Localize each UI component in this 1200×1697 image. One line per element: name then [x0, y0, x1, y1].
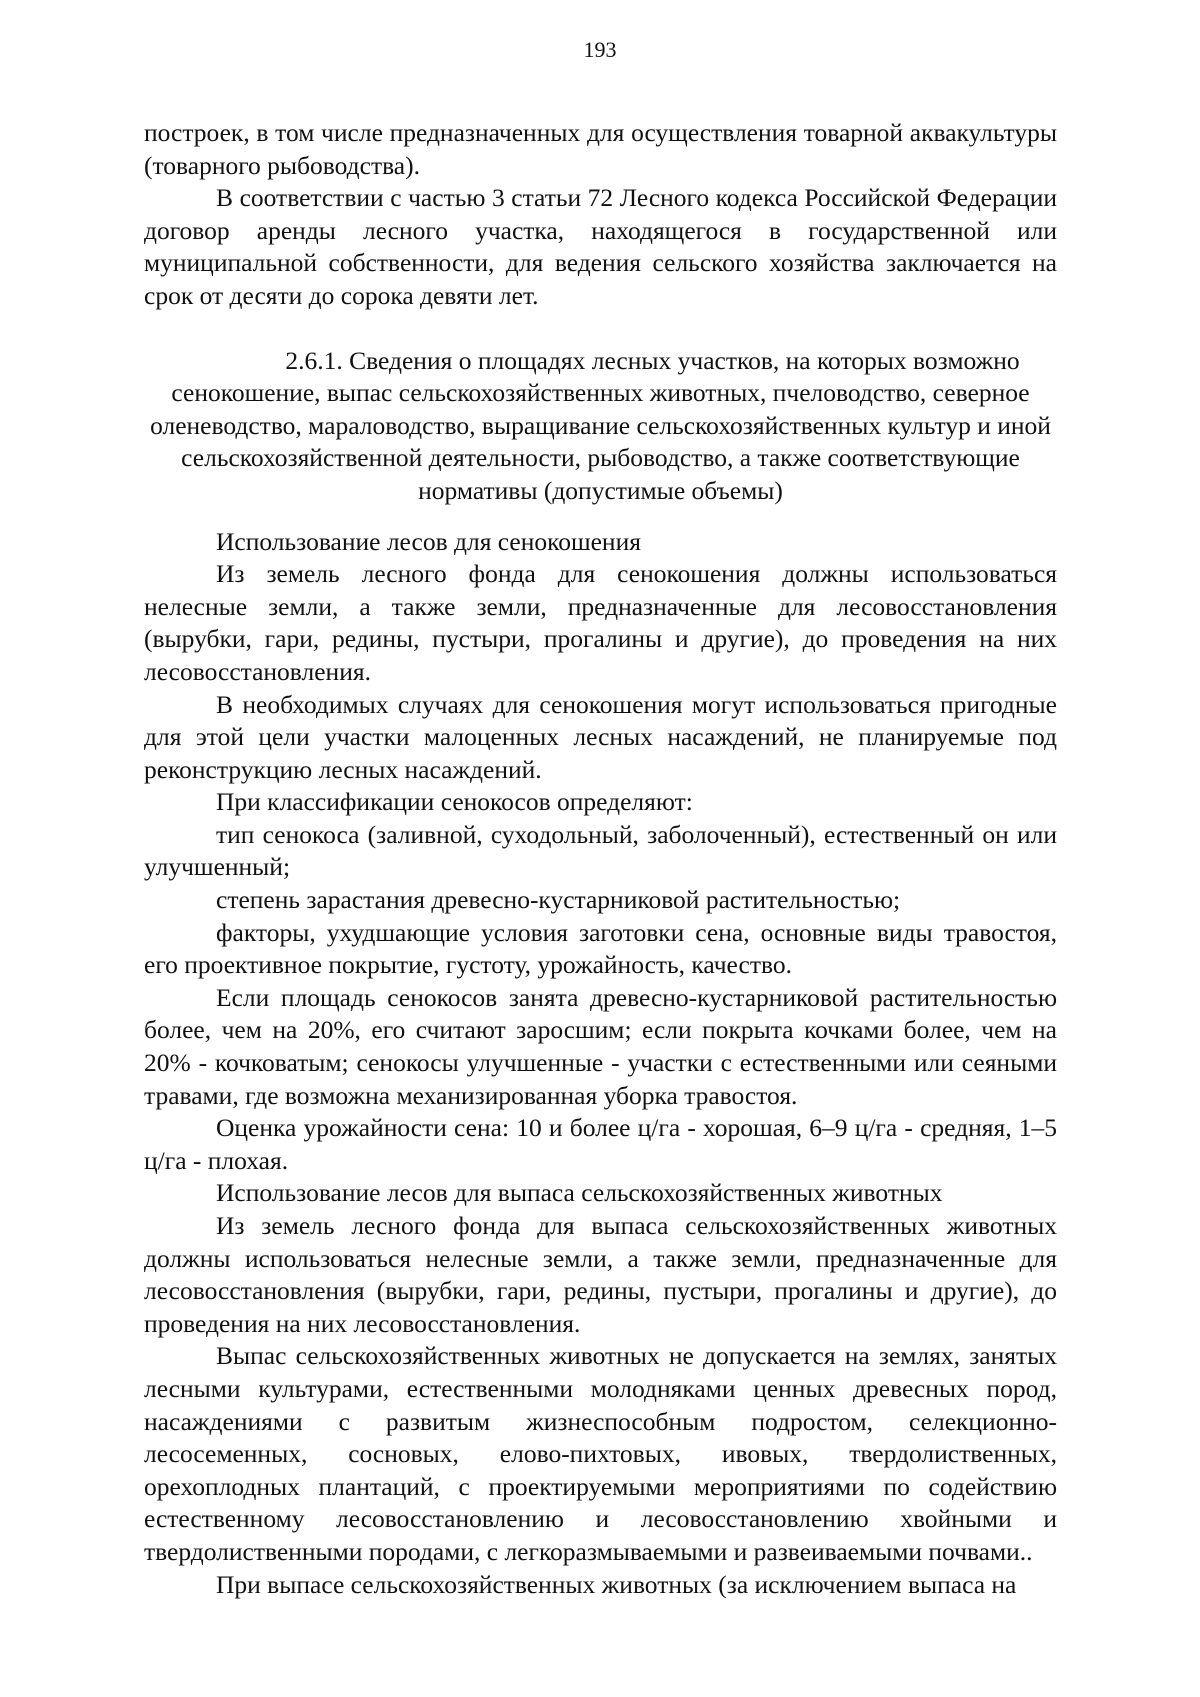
- paragraph: В необходимых случаях для сенокошения могут использоваться пригодные для этой цели участки малоценных лесных насаждений, не планируемые под реконструкцию лесных насаждений.: [144, 689, 1057, 784]
- paragraph: При выпасе сельскохозяйственных животных (за исключением выпаса на: [216, 1569, 1017, 1599]
- page-number: 193: [583, 37, 617, 62]
- paragraph-continuation: построек, в том числе предназначенных для осуществления товарной аквакультуры (товарного рыбоводства).: [144, 118, 1057, 180]
- subheading-grazing: Использование лесов для выпаса сельскохозяйственных животных: [216, 1178, 943, 1208]
- list-item: факторы, ухудшающие условия заготовки сена, основные виды травостоя, его проективное покрытие, густоту, урожайность, качество.: [144, 917, 1057, 980]
- section-heading: 2.6.1. Сведения о площадях лесных участков, на которых возможно сенокошение, выпас сельскохозяйственных животных, пчеловодство, северное оленеводство, мараловодство, выращивание сельскохозяйственных культур и иной сельскохозяйственной деятельности, рыбоводство, а также соответствующие нормативы (допустимые объемы): [150, 345, 1051, 505]
- paragraph: Оценка урожайности сена: 10 и более ц/га - хорошая, 6–9 ц/га - средняя, 1–5 ц/га - плохая.: [144, 1113, 1057, 1175]
- paragraph: Выпас сельскохозяйственных животных не допускается на землях, занятых лесными культурами, естественными молодняками ценных древесных пород, насаждениями с развитым жизнеспособным подростом, селекционно-лесосеменных, сосновых, елово-пихтовых, ивовых, твердолиственных, орехоплодных плантаций, с проектируемыми мероприятиями по содействию естественному лесовосстановлению и лесовосстановлению хвойными и твердолиственными породами, с легкоразмываемыми и развеиваемыми почвами..: [144, 1341, 1057, 1566]
- paragraph: При классификации сенокосов определяют:: [216, 787, 693, 817]
- list-item: тип сенокоса (заливной, суходольный, заболоченный), естественный он или улучшенный;: [144, 819, 1057, 882]
- spacer: [144, 313, 1057, 345]
- list-item: степень зарастания древесно-кустарниковой растительностью;: [216, 885, 901, 915]
- paragraph: Если площадь сенокосов занята древесно-кустарниковой растительностью более, чем на 20%, его считают заросшим; если покрыта кочками более, чем на 20% - кочковатым; сенокосы улучшенные - участки с естественными или сеяными травами, где возможна механизированная уборка травостоя.: [144, 982, 1057, 1110]
- paragraph: Из земель лесного фонда для выпаса сельскохозяйственных животных должны использоваться нелесные земли, а также земли, предназначенные для лесовосстановления (вырубки, гари, редины, пустыри, прогалины и другие), до проведения на них лесовосстановления.: [144, 1211, 1057, 1338]
- document-body: [144, 117, 1057, 1601]
- paragraph: Из земель лесного фонда для сенокошения должны использоваться нелесные земли, а также земли, предназначенные для лесовосстановления (вырубки, гари, редины, пустыри, прогалины и другие), до проведения на них лесовосстановления.: [144, 559, 1057, 686]
- spacer: [144, 508, 1057, 526]
- subheading-haymaking: Использование лесов для сенокошения: [216, 526, 641, 556]
- paragraph-lease-term: В соответствии с частью 3 статьи 72 Лесного кодекса Российской Федерации договор аренды лесного участка, находящегося в государственной или муниципальной собственности, для ведения сельского хозяйства заключается на срок от десяти до сорока девяти лет.: [144, 183, 1057, 310]
